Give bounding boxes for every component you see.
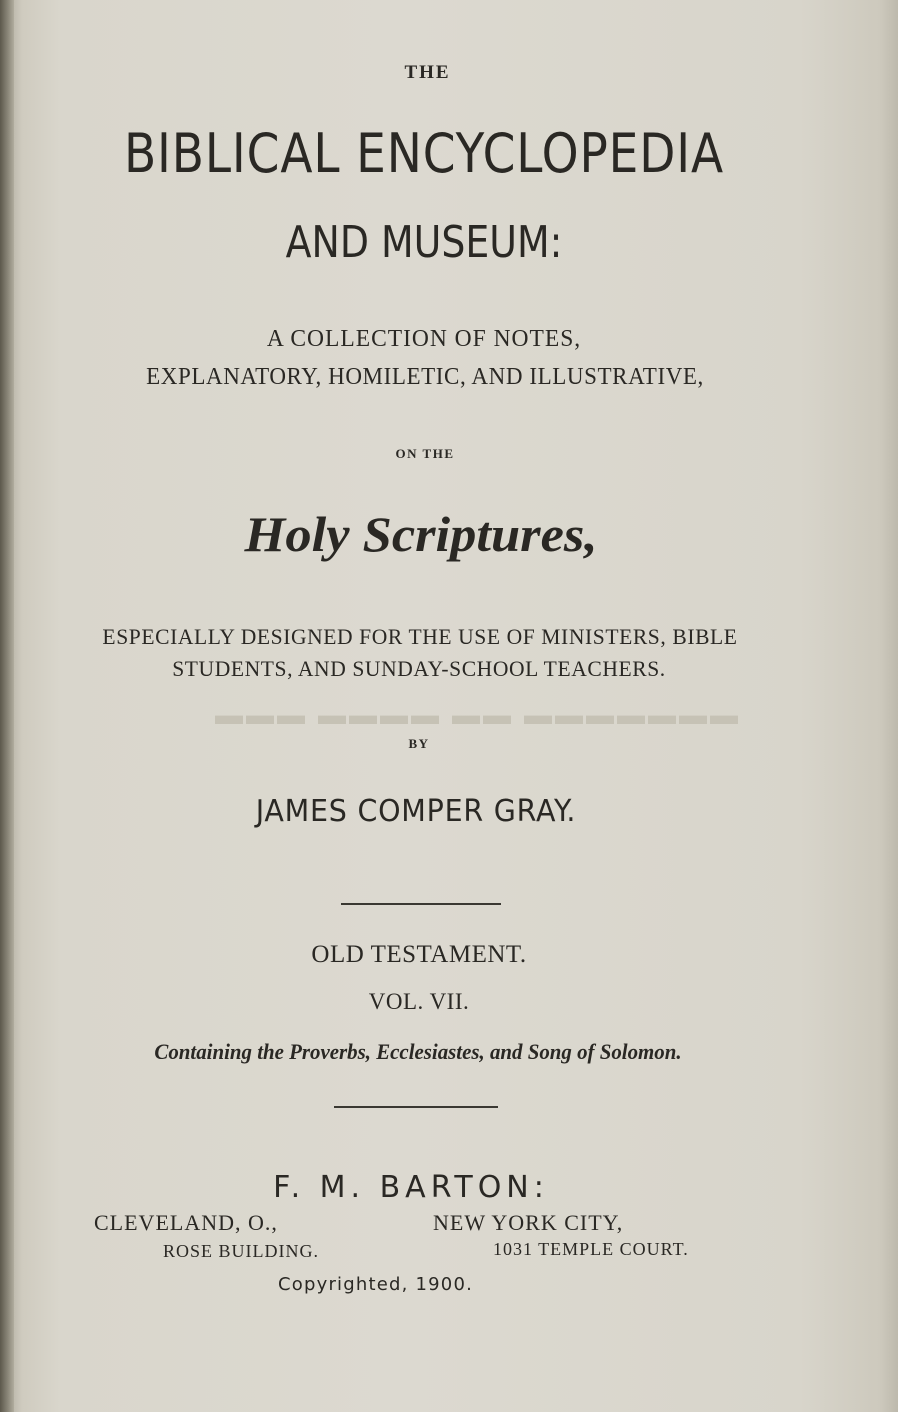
- testament-label: OLD TESTAMENT.: [311, 941, 527, 968]
- address-temple-court: 1031 TEMPLE COURT.: [493, 1239, 689, 1259]
- title-the: THE: [404, 62, 451, 83]
- designed-line-1: ESPECIALLY DESIGNED FOR THE USE OF MINISTERS, BIBLE: [102, 624, 738, 649]
- holy-scriptures: Holy Scriptures,: [244, 506, 598, 562]
- volume-contents: Containing the Proverbs, Ecclesiastes, and Song of Solomon.: [154, 1039, 682, 1064]
- divider-rule-bottom: [334, 1106, 498, 1108]
- title-line-1: BIBLICAL ENCYCLOPEDIA: [123, 122, 725, 185]
- title-line-2: AND MUSEUM:: [285, 217, 563, 268]
- description-line-2: EXPLANATORY, HOMILETIC, AND ILLUSTRATIVE,: [146, 364, 704, 390]
- description-line-1: A COLLECTION OF NOTES,: [266, 326, 582, 352]
- copyright-notice: Copyrighted, 1900.: [278, 1274, 474, 1295]
- on-the: ON THE: [395, 446, 455, 461]
- divider-rule-top: [341, 903, 501, 905]
- by-line: BY: [408, 736, 430, 751]
- volume-label: VOL. VII.: [368, 989, 470, 1014]
- city-new-york: NEW YORK CITY,: [433, 1210, 624, 1235]
- city-cleveland: CLEVELAND, O.,: [94, 1210, 278, 1235]
- designed-line-2: STUDENTS, AND SUNDAY-SCHOOL TEACHERS.: [172, 656, 666, 681]
- publisher-name: F. M. BARTON:: [273, 1170, 549, 1205]
- author-name: JAMES COMPER GRAY.: [255, 794, 577, 829]
- show-through: ▬▬▬ ▬▬▬▬ ▬▬ ▬▬▬▬▬▬▬: [215, 700, 741, 731]
- address-rose-building: ROSE BUILDING.: [163, 1241, 319, 1261]
